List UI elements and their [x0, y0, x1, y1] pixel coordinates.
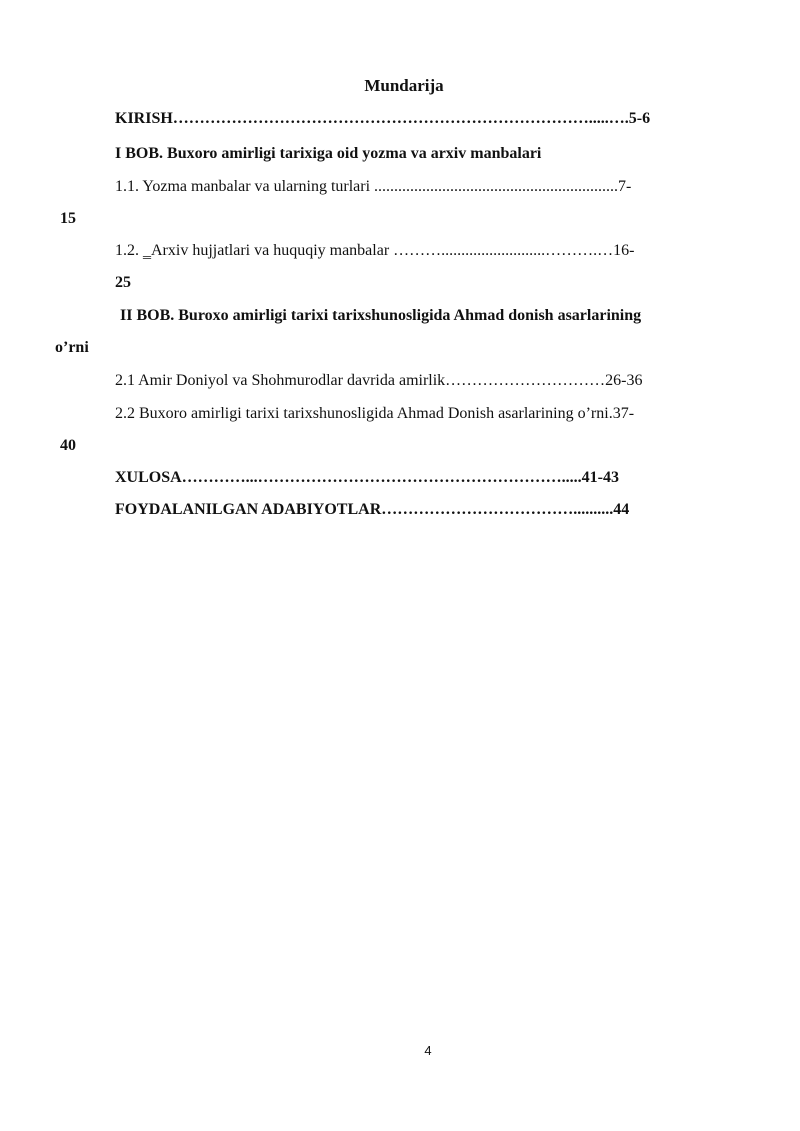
- toc-section-1-2-pages: 25: [115, 274, 131, 291]
- toc-entry-xulosa: XULOSA…………...………………………………………………….....41-43: [115, 469, 620, 486]
- toc-chapter-1-title: I BOB. Buxoro amirligi tarixiga oid yozma va arxiv manbalari: [115, 145, 542, 162]
- page-number: 4: [424, 1043, 432, 1058]
- toc-section-2-2-pages: 40: [60, 437, 76, 454]
- toc-chapter-2-title-cont: o’rni: [55, 339, 89, 356]
- toc-entry-kirish: KIRISH…………………………………………………………………….....….5-6: [115, 110, 651, 127]
- toc-section-1-2: 1.2. ‗Arxiv hujjatlari va huquqiy manbalar ………..........................……….…16-: [115, 242, 635, 259]
- toc-section-2-1: 2.1 Amir Doniyol va Shohmurodlar davrida amirlik…………………………26-36: [115, 372, 643, 389]
- toc-entry-adabiyotlar: FOYDALANILGAN ADABIYOTLAR………………………………..........44: [115, 501, 630, 518]
- toc-section-2-2: 2.2 Buxoro amirligi tarixi tarixshunosligida Ahmad Donish asarlarining o’rni.37-: [115, 405, 635, 422]
- page-title: Mundarija: [364, 76, 444, 95]
- toc-section-1-1: 1.1. Yozma manbalar va ularning turlari .............................................................7-: [115, 178, 632, 195]
- toc-chapter-2-title: II BOB. Buroxo amirligi tarixi tarixshunosligida Ahmad donish asarlarining: [120, 307, 642, 324]
- toc-section-1-1-pages: 15: [60, 210, 76, 227]
